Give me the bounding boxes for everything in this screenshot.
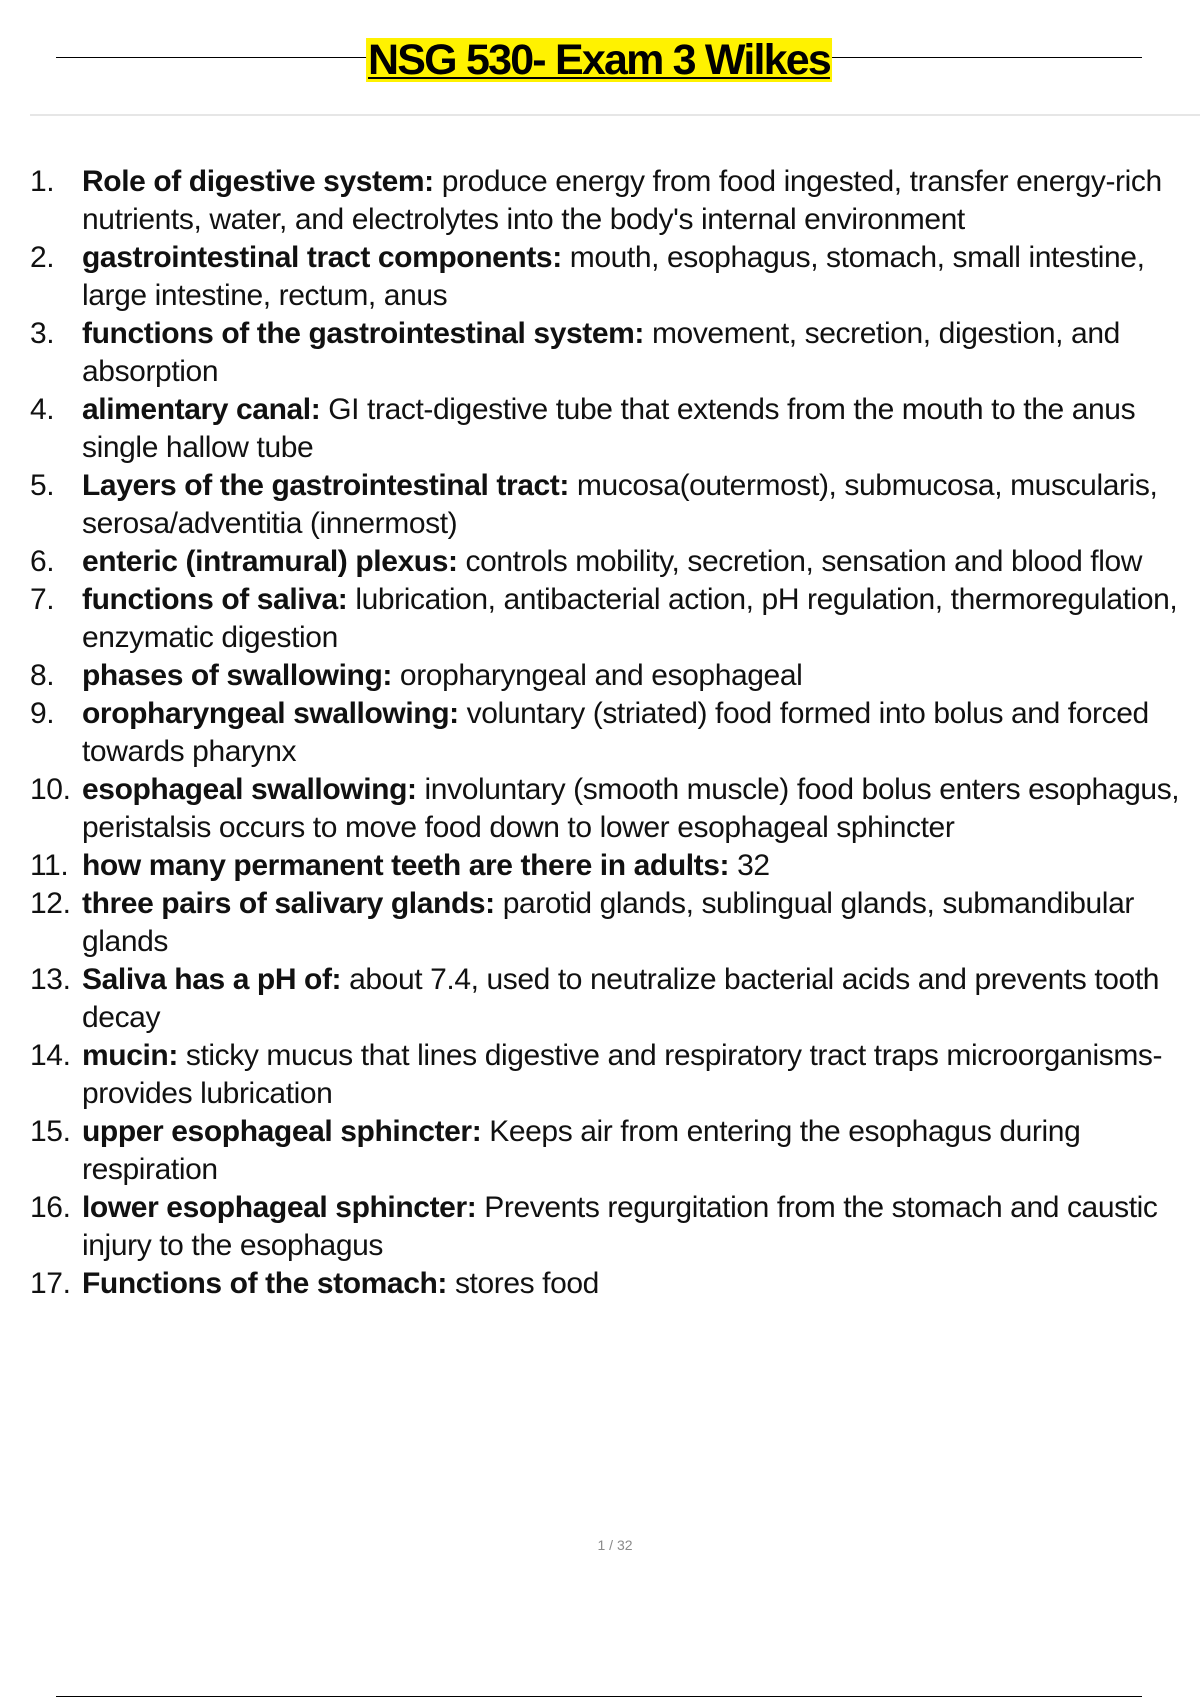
list-item — [30, 239, 1190, 315]
list-item — [30, 163, 1190, 239]
list-item — [30, 467, 1190, 543]
item-body — [82, 1037, 1190, 1113]
item-definition: Keeps air from entering the esophagus during respiration — [82, 1115, 1081, 1186]
list-item — [30, 391, 1190, 467]
item-number: 8. — [30, 659, 55, 692]
item-body — [82, 543, 1190, 581]
title-block — [56, 38, 1142, 82]
item-number: 16. — [30, 1191, 71, 1224]
item-body — [82, 885, 1190, 961]
item-definition: controls mobility, secretion, sensation and blood flow — [465, 545, 1143, 578]
item-number: 2. — [30, 241, 55, 274]
item-definition: produce energy from food ingested, transfer energy-rich nutrients, water, and electrolytes into the body's internal environment — [82, 165, 1162, 236]
item-body — [82, 467, 1190, 543]
item-number: 14. — [30, 1039, 71, 1072]
list-item — [30, 315, 1190, 391]
item-term: three pairs of salivary glands: — [82, 887, 495, 920]
list-item — [30, 1037, 1190, 1113]
question-list — [30, 163, 1190, 1303]
item-term: Saliva has a pH of: — [82, 963, 342, 996]
item-term: mucin: — [82, 1039, 178, 1072]
list-item — [30, 847, 1190, 885]
document-title: NSG 530- Exam 3 Wilkes — [368, 36, 830, 84]
item-number: 11. — [30, 849, 69, 882]
item-definition: mouth, esophagus, stomach, small intestine, large intestine, rectum, anus — [82, 241, 1145, 312]
item-number: 7. — [30, 583, 55, 616]
item-number: 9. — [30, 697, 55, 730]
item-number: 15. — [30, 1115, 71, 1148]
item-body — [82, 1265, 1190, 1303]
list-item — [30, 771, 1190, 847]
item-definition: 32 — [737, 849, 770, 882]
list-item — [30, 885, 1190, 961]
item-body — [82, 1113, 1190, 1189]
item-term: gastrointestinal tract components: — [82, 241, 562, 274]
item-definition: lubrication, antibacterial action, pH regulation, thermoregulation, enzymatic digestion — [82, 583, 1178, 654]
item-term: phases of swallowing: — [82, 659, 392, 692]
item-term: esophageal swallowing: — [82, 773, 417, 806]
item-body — [82, 695, 1190, 771]
item-body — [82, 1189, 1190, 1265]
item-definition: voluntary (striated) food formed into bolus and forced towards pharynx — [82, 697, 1149, 768]
item-body — [82, 847, 1190, 885]
item-definition: movement, secretion, digestion, and absorption — [82, 317, 1120, 388]
list-item — [30, 1265, 1190, 1303]
item-definition: parotid glands, sublingual glands, submandibular glands — [82, 887, 1134, 958]
list-item — [30, 1113, 1190, 1189]
footer-rule — [56, 1696, 1142, 1697]
item-term: Layers of the gastrointestinal tract: — [82, 469, 569, 502]
header-divider — [30, 114, 1200, 116]
item-number: 3. — [30, 317, 55, 350]
item-body — [82, 315, 1190, 391]
item-body — [82, 771, 1190, 847]
list-item — [30, 657, 1190, 695]
item-term: alimentary canal: — [82, 393, 321, 426]
list-item — [30, 581, 1190, 657]
item-definition: stores food — [454, 1267, 599, 1300]
item-term: oropharyngeal swallowing: — [82, 697, 459, 730]
item-term: how many permanent teeth are there in adults: — [82, 849, 730, 882]
list-item — [30, 961, 1190, 1037]
item-number: 10. — [30, 773, 71, 806]
list-item — [30, 695, 1190, 771]
item-definition: about 7.4, used to neutralize bacterial acids and prevents tooth decay — [82, 963, 1160, 1034]
item-definition: oropharyngeal and esophageal — [399, 659, 803, 692]
item-term: functions of the gastrointestinal system: — [82, 317, 645, 350]
item-number: 1. — [30, 165, 55, 198]
item-definition: mucosa(outermost), submucosa, muscularis, serosa/adventitia (innermost) — [82, 469, 1158, 540]
item-definition: GI tract-digestive tube that extends from the mouth to the anus single hallow tube — [82, 393, 1136, 464]
item-term: enteric (intramural) plexus: — [82, 545, 458, 578]
list-item — [30, 1189, 1190, 1265]
page-indicator: 1 / 32 — [597, 1537, 633, 1553]
item-number: 6. — [30, 545, 55, 578]
item-number: 12. — [30, 887, 71, 920]
item-definition: sticky mucus that lines digestive and respiratory tract traps microorganisms- provides lubrication — [82, 1039, 1163, 1110]
item-body — [82, 657, 1190, 695]
item-term: upper esophageal sphincter: — [82, 1115, 482, 1148]
item-definition: involuntary (smooth muscle) food bolus enters esophagus, peristalsis occurs to move food down to lower esophageal sphincter — [82, 773, 1180, 844]
item-number: 13. — [30, 963, 71, 996]
item-body — [82, 239, 1190, 315]
item-term: Role of digestive system: — [82, 165, 434, 198]
item-number: 17. — [30, 1267, 71, 1300]
item-number: 4. — [30, 393, 55, 426]
list-item — [30, 543, 1190, 581]
item-body — [82, 163, 1190, 239]
item-term: functions of saliva: — [82, 583, 348, 616]
item-body — [82, 391, 1190, 467]
item-definition: Prevents regurgitation from the stomach and caustic injury to the esophagus — [82, 1191, 1158, 1262]
item-number: 5. — [30, 469, 55, 502]
item-body — [82, 581, 1190, 657]
item-term: Functions of the stomach: — [82, 1267, 448, 1300]
item-term: lower esophageal sphincter: — [82, 1191, 477, 1224]
item-body — [82, 961, 1190, 1037]
